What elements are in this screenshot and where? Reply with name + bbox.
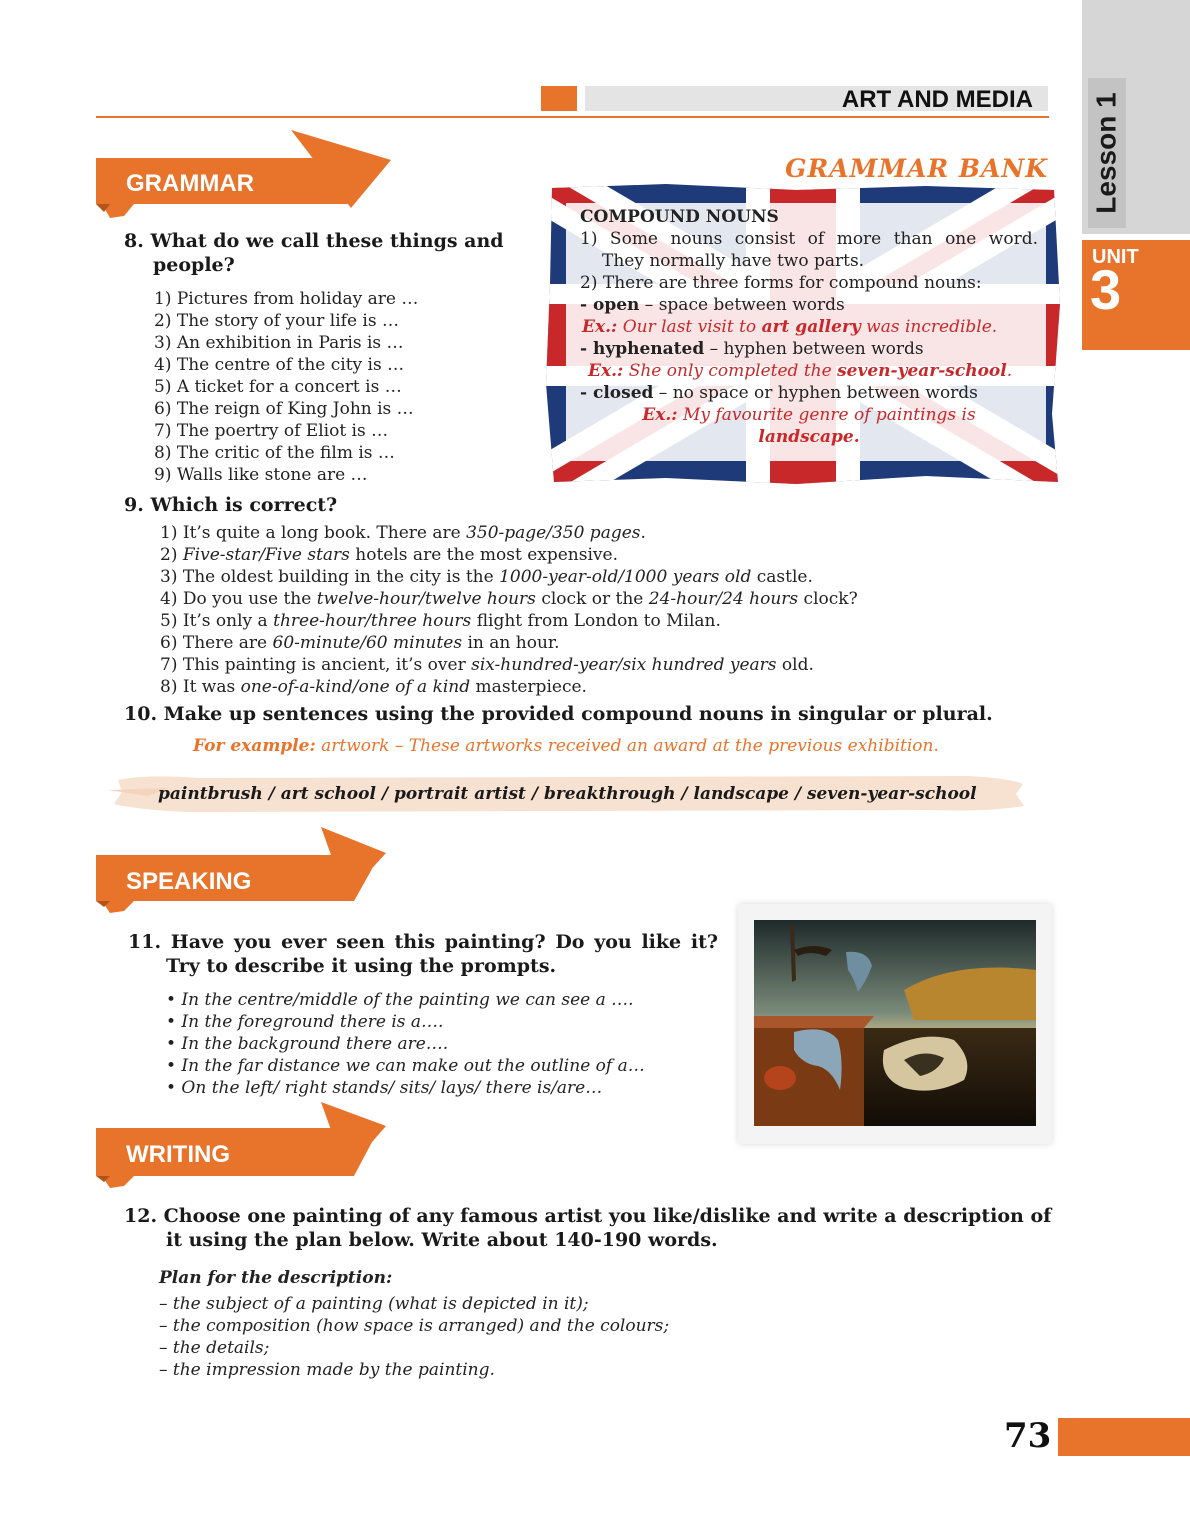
list-item: 8) It was one-of-a-kind/one of a kind masterpiece.	[160, 677, 587, 697]
lesson-label: Lesson 1	[1091, 92, 1123, 214]
list-item: • In the foreground there is a….	[166, 1012, 444, 1032]
list-item: – the composition (how space is arranged) and the colours;	[159, 1316, 670, 1336]
header-rule	[96, 116, 1049, 118]
grammar-bank-rule-2: 2) There are three forms for compound nouns:	[580, 273, 982, 293]
page-number-bar	[1058, 1418, 1190, 1456]
closed-example: Ex.: My favourite genre of paintings is landscape.	[642, 405, 976, 447]
list-item: • In the far distance we can make out the outline of a…	[166, 1056, 645, 1076]
q11-prompts	[166, 989, 645, 1099]
list-item: – the details;	[159, 1338, 270, 1358]
closed-term: - closed	[580, 383, 654, 403]
header-accent-block	[541, 86, 577, 111]
q12-plan	[159, 1267, 669, 1381]
grammar-bank-closed	[580, 382, 1038, 404]
list-item: 6) There are 60-minute/60 minutes in an hour.	[160, 633, 560, 653]
q11-title	[128, 930, 718, 978]
q10-example	[193, 736, 939, 756]
list-item: 3) An exhibition in Paris is …	[154, 333, 404, 353]
list-item: • In the background there are….	[166, 1034, 449, 1054]
page-title: ART AND MEDIA	[841, 86, 1033, 113]
plan-title: Plan for the description:	[159, 1268, 393, 1288]
q8-line-1: 8. What do we call these things and	[124, 230, 504, 252]
example-label: For example:	[193, 736, 316, 756]
unit-number: 3	[1090, 258, 1122, 321]
list-item: • In the centre/middle of the painting we can see a ….	[166, 990, 634, 1010]
q9-list	[160, 522, 858, 698]
q11-line-1: 11. Have you ever seen this painting? Do you like it?	[128, 931, 718, 953]
q8-list	[154, 288, 418, 486]
page-number: 73	[1004, 1416, 1052, 1456]
q8-title	[124, 229, 504, 277]
list-item: 7) The poertry of Eliot is …	[154, 421, 389, 441]
list-item: 2) The story of your life is …	[154, 311, 399, 331]
list-item: 9) Walls like stone are …	[154, 465, 368, 485]
hyphenated-desc: – hyphen between words	[704, 339, 924, 359]
q12-title	[124, 1204, 1052, 1252]
hyphenated-term: - hyphenated	[580, 339, 705, 359]
list-item: 7) This painting is ancient, it’s over six-hundred-year/six hundred years old.	[160, 655, 814, 675]
list-item: 1) It’s quite a long book. There are 350-page/350 pages.	[160, 523, 646, 543]
example-text: artwork – These artworks received an award at the previous exhibition.	[315, 736, 939, 756]
grammar-heading: GRAMMAR	[126, 170, 254, 197]
q8-line-2: people?	[153, 254, 235, 276]
unit-label: UNIT	[1092, 246, 1139, 268]
open-example: Ex.: Our last visit to art gallery was incredible.	[582, 317, 998, 337]
hyphenated-example: Ex.: She only completed the seven-year-school.	[588, 361, 1013, 381]
list-item: 5) It’s only a three-hour/three hours flight from London to Milan.	[160, 611, 721, 631]
list-item: 4) Do you use the twelve-hour/twelve hours clock or the 24-hour/24 hours clock?	[160, 589, 858, 609]
grammar-bank-text	[580, 206, 1038, 448]
grammar-bank-title: GRAMMAR BANK	[785, 154, 1048, 183]
painting-image	[754, 920, 1036, 1126]
q10-title: 10. Make up sentences using the provided compound nouns in singular or plural.	[124, 703, 993, 725]
q11-line-2: Try to describe it using the prompts.	[166, 955, 557, 977]
grammar-bank-heading: COMPOUND NOUNS	[580, 207, 779, 227]
lesson-label-wrap	[1088, 78, 1126, 228]
speaking-heading: SPEAKING	[126, 868, 252, 895]
q9-title: 9. Which is correct?	[124, 494, 338, 516]
grammar-bank-rule-1b: They normally have two parts.	[602, 251, 865, 271]
list-item: 1) Pictures from holiday are …	[154, 289, 419, 309]
grammar-bank-open	[580, 294, 1038, 316]
list-item: – the subject of a painting (what is depicted in it);	[159, 1294, 589, 1314]
open-desc: – space between words	[639, 295, 845, 315]
grammar-bank-hyphenated	[580, 338, 1038, 360]
q12-line-1: 12. Choose one painting of any famous artist you like/dislike and write a description of	[124, 1205, 1052, 1227]
open-term: - open	[580, 295, 640, 315]
word-bank: paintbrush / art school / portrait artist / breakthrough / landscape / seven-year-school	[158, 784, 977, 804]
list-item: 8) The critic of the film is …	[154, 443, 395, 463]
list-item: • On the left/ right stands/ sits/ lays/ there is/are…	[166, 1078, 603, 1098]
closed-desc: – no space or hyphen between words	[653, 383, 978, 403]
list-item: – the impression made by the painting.	[159, 1360, 495, 1380]
q12-line-2: it using the plan below. Write about 140-190 words.	[166, 1229, 718, 1251]
writing-heading: WRITING	[126, 1141, 230, 1168]
list-item: 4) The centre of the city is …	[154, 355, 405, 375]
list-item: 2) Five-star/Five stars hotels are the most expensive.	[160, 545, 618, 565]
list-item: 3) The oldest building in the city is the 1000-year-old/1000 years old castle.	[160, 567, 813, 587]
list-item: 6) The reign of King John is …	[154, 399, 414, 419]
list-item: 5) A ticket for a concert is …	[154, 377, 402, 397]
grammar-bank-rule-1: 1) Some nouns consist of more than one word.	[580, 229, 1038, 249]
